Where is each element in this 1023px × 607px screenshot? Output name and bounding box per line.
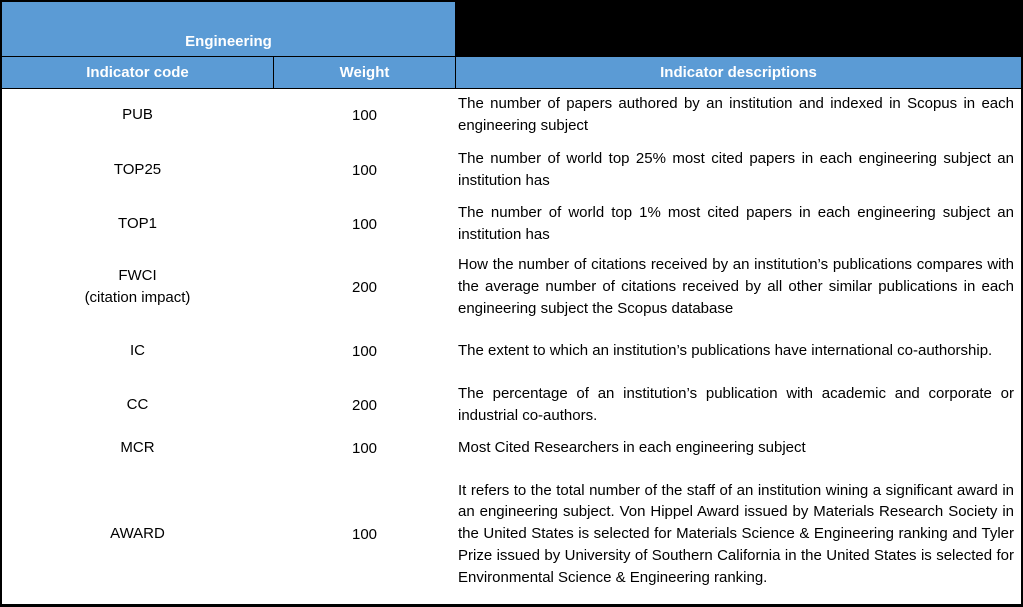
indicator-description	[458, 379, 1014, 431]
table-row	[2, 467, 1021, 601]
description-text: The extent to which an institution’s publications have international co-authorship.	[458, 342, 993, 360]
indicator-weight: 100	[351, 106, 378, 124]
indicator-weight: 200	[351, 278, 378, 296]
table-row	[2, 325, 1021, 377]
table-row	[2, 198, 1021, 250]
indicator-weight: 100	[351, 161, 378, 179]
indicator-code: AWARD	[110, 525, 165, 542]
indicator-weight: 200	[351, 396, 378, 414]
indicator-code: TOP25	[113, 161, 162, 178]
indicator-weight: 100	[351, 525, 378, 543]
table-row	[2, 379, 1021, 431]
indicator-description	[458, 144, 1014, 196]
table-row	[2, 144, 1021, 196]
indicator-description	[458, 433, 1014, 463]
header-indicator-descriptions: Indicator descriptions	[456, 57, 1021, 88]
description-text: It refers to the total number of the staff of an institution wining a significant award in an engineering subject. Von Hippel Award issued by Materials Research Society in the United States is selected for Materials Science & Engineering ranking and Tyler Prize issued by University of Southern California in the United States is selected for Environmental Science & Engineering ranking.	[458, 481, 1014, 586]
indicator-code: TOP1	[118, 215, 157, 232]
indicator-weight: 100	[351, 215, 378, 233]
indicator-description	[458, 325, 1014, 377]
table-body	[2, 89, 1021, 604]
description-text: The number of world top 25% most cited papers in each engineering subject an institution has	[458, 150, 1014, 189]
description-text: The percentage of an institution’s publication with academic and corporate or industrial co-authors.	[458, 385, 1014, 424]
indicator-description	[458, 467, 1014, 601]
indicator-code: CC	[126, 396, 149, 413]
indicator-code: MCR	[120, 439, 155, 456]
indicator-code: PUB	[122, 106, 153, 123]
indicator-code-text: FWCI	[118, 267, 157, 284]
description-text: Most Cited Researchers in each engineering subject	[458, 439, 806, 457]
indicator-description	[458, 253, 1014, 321]
table-row	[2, 253, 1021, 321]
description-text: How the number of citations received by an institution’s publications compares with the average number of citations received by all other similar publications in each engineering subject the Scopus database	[458, 256, 1014, 317]
header-weight: Weight	[274, 57, 455, 88]
table-title: Engineering	[2, 2, 455, 56]
description-text: The number of world top 1% most cited papers in each engineering subject an institution has	[458, 204, 1014, 243]
indicator-weight: 100	[351, 342, 378, 360]
indicator-description	[458, 198, 1014, 250]
indicator-description	[458, 89, 1014, 141]
description-text: The number of papers authored by an institution and indexed in Scopus in each engineering subject	[458, 95, 1014, 134]
indicator-code-note: (citation impact)	[84, 289, 191, 306]
indicator-code: IC	[130, 342, 145, 359]
title-filler	[457, 2, 1021, 56]
table-row	[2, 89, 1021, 141]
indicator-weight: 100	[351, 439, 378, 457]
table-row	[2, 433, 1021, 463]
indicator-code	[2, 253, 273, 321]
header-indicator-code: Indicator code	[2, 57, 273, 88]
